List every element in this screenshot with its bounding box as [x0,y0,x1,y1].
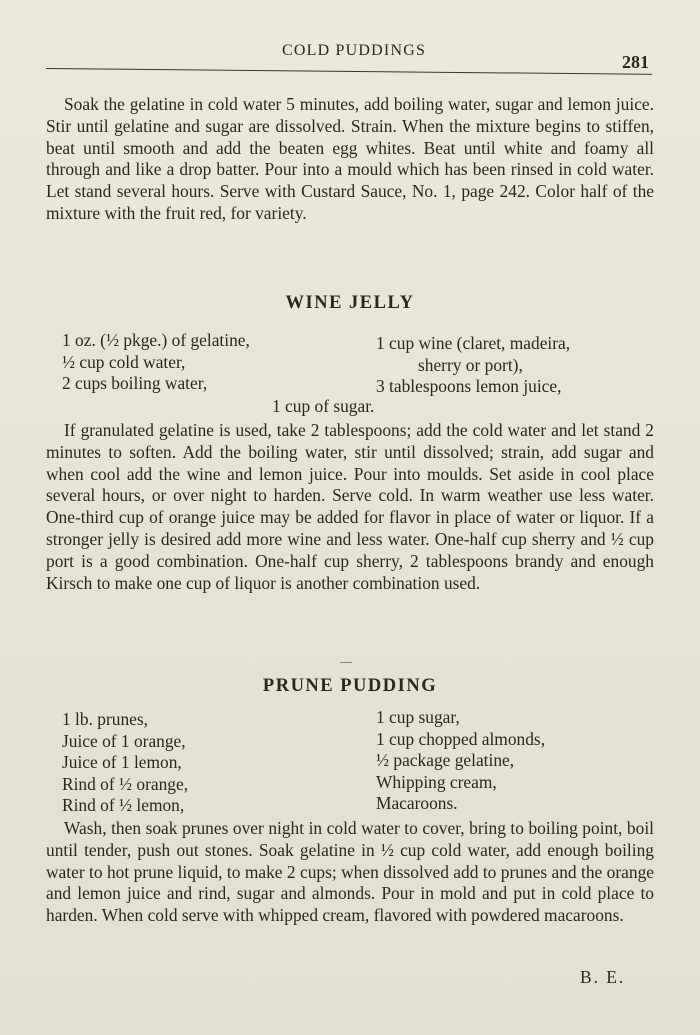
page-number: 281 [622,52,649,72]
ingredient-item: Juice of 1 lemon, [62,752,182,773]
author-initials: B. E. [580,967,626,987]
prune-pudding-method: Wash, then soak prunes over night in cold water to cover, bring to boiling point, boil until tender, push out stones. Soak gelatine in ½ cup cold water, add enough boiling water to hot prune liquid, to make 2 cups; when dissolved add to prunes and the orange and lemon juice and rind, sugar and almonds. Pour in mold and put in cold place to harden. When cold serve with whipped cream, flavored with powdered macaroons. [46,818,654,926]
wine-jelly-title: WINE JELLY [285,293,415,313]
ingredient-item: ½ cup cold water, [62,351,186,372]
ingredient-item: Rind of ½ orange, [62,773,189,794]
ingredient-item: Rind of ½ lemon, [62,795,185,816]
ingredient-item: Whipping cream, [376,771,497,792]
wine-jelly-method: If granulated gelatine is used, take 2 tablespoons; add the cold water and let stand 2 minutes to soften. Add the boiling water, stir until dissolved; strain, add sugar and when cool add the wine and lemon juice. Pour into moulds. Set aside in cool place several hours, or over night to harden. Serve cold. In warm weather use less water. One-third cup of orange juice may be added for flavor in place of water or liquor. If a stronger jelly is desired add more wine and less water. One-half cup sherry and ½ cup port is a good combination. One-half cup sherry, 2 tablespoons brandy and enough Kirsch to make one cup of liquor is another combination used. [46,420,654,593]
ingredient-item: 1 cup chopped almonds, [376,728,546,749]
ingredient-item: Macaroons. [376,793,458,814]
running-head: COLD PUDDINGS [282,42,427,59]
ingredient-item: 2 cups boiling water, [62,373,208,394]
wine-jelly-ingredients-left [62,330,250,395]
header-rule [46,68,652,75]
ingredient-item: 1 cup wine (claret, madeira, [376,333,571,353]
ingredient-item: ½ package gelatine, [376,750,515,771]
prune-pudding-title: PRUNE PUDDING [262,676,438,696]
wine-jelly-ingredient-center: 1 cup of sugar. [272,396,375,416]
ingredient-item: 3 tablespoons lemon juice, [376,376,562,397]
wine-jelly-ingredients-right [376,333,570,398]
page-header [0,40,700,80]
ingredient-item: 1 oz. (½ pkge.) of gelatine, [62,330,250,350]
ingredient-item: sherry or port), [418,354,523,375]
ingredient-item: 1 cup sugar, [376,707,460,727]
section-divider [340,662,352,663]
ingredient-item: 1 lb. prunes, [62,709,148,729]
intro-paragraph: Soak the gelatine in cold water 5 minutes, add boiling water, sugar and lemon juice. Stir until gelatine and sugar are dissolved. Strain. When the mixture begins to stiffen, beat until smooth and add the beaten egg whites. Beat until white and foamy all through and like a drop batter. Pour into a mould which has been rinsed in cold water. Let stand several hours. Serve with Custard Sauce, No. 1, page 242. Color half of the mixture with the fruit red, for variety. [46,94,654,223]
prune-pudding-ingredients-left [62,709,188,817]
prune-pudding-ingredients-right [376,707,545,815]
ingredient-item: Juice of 1 orange, [62,730,186,751]
